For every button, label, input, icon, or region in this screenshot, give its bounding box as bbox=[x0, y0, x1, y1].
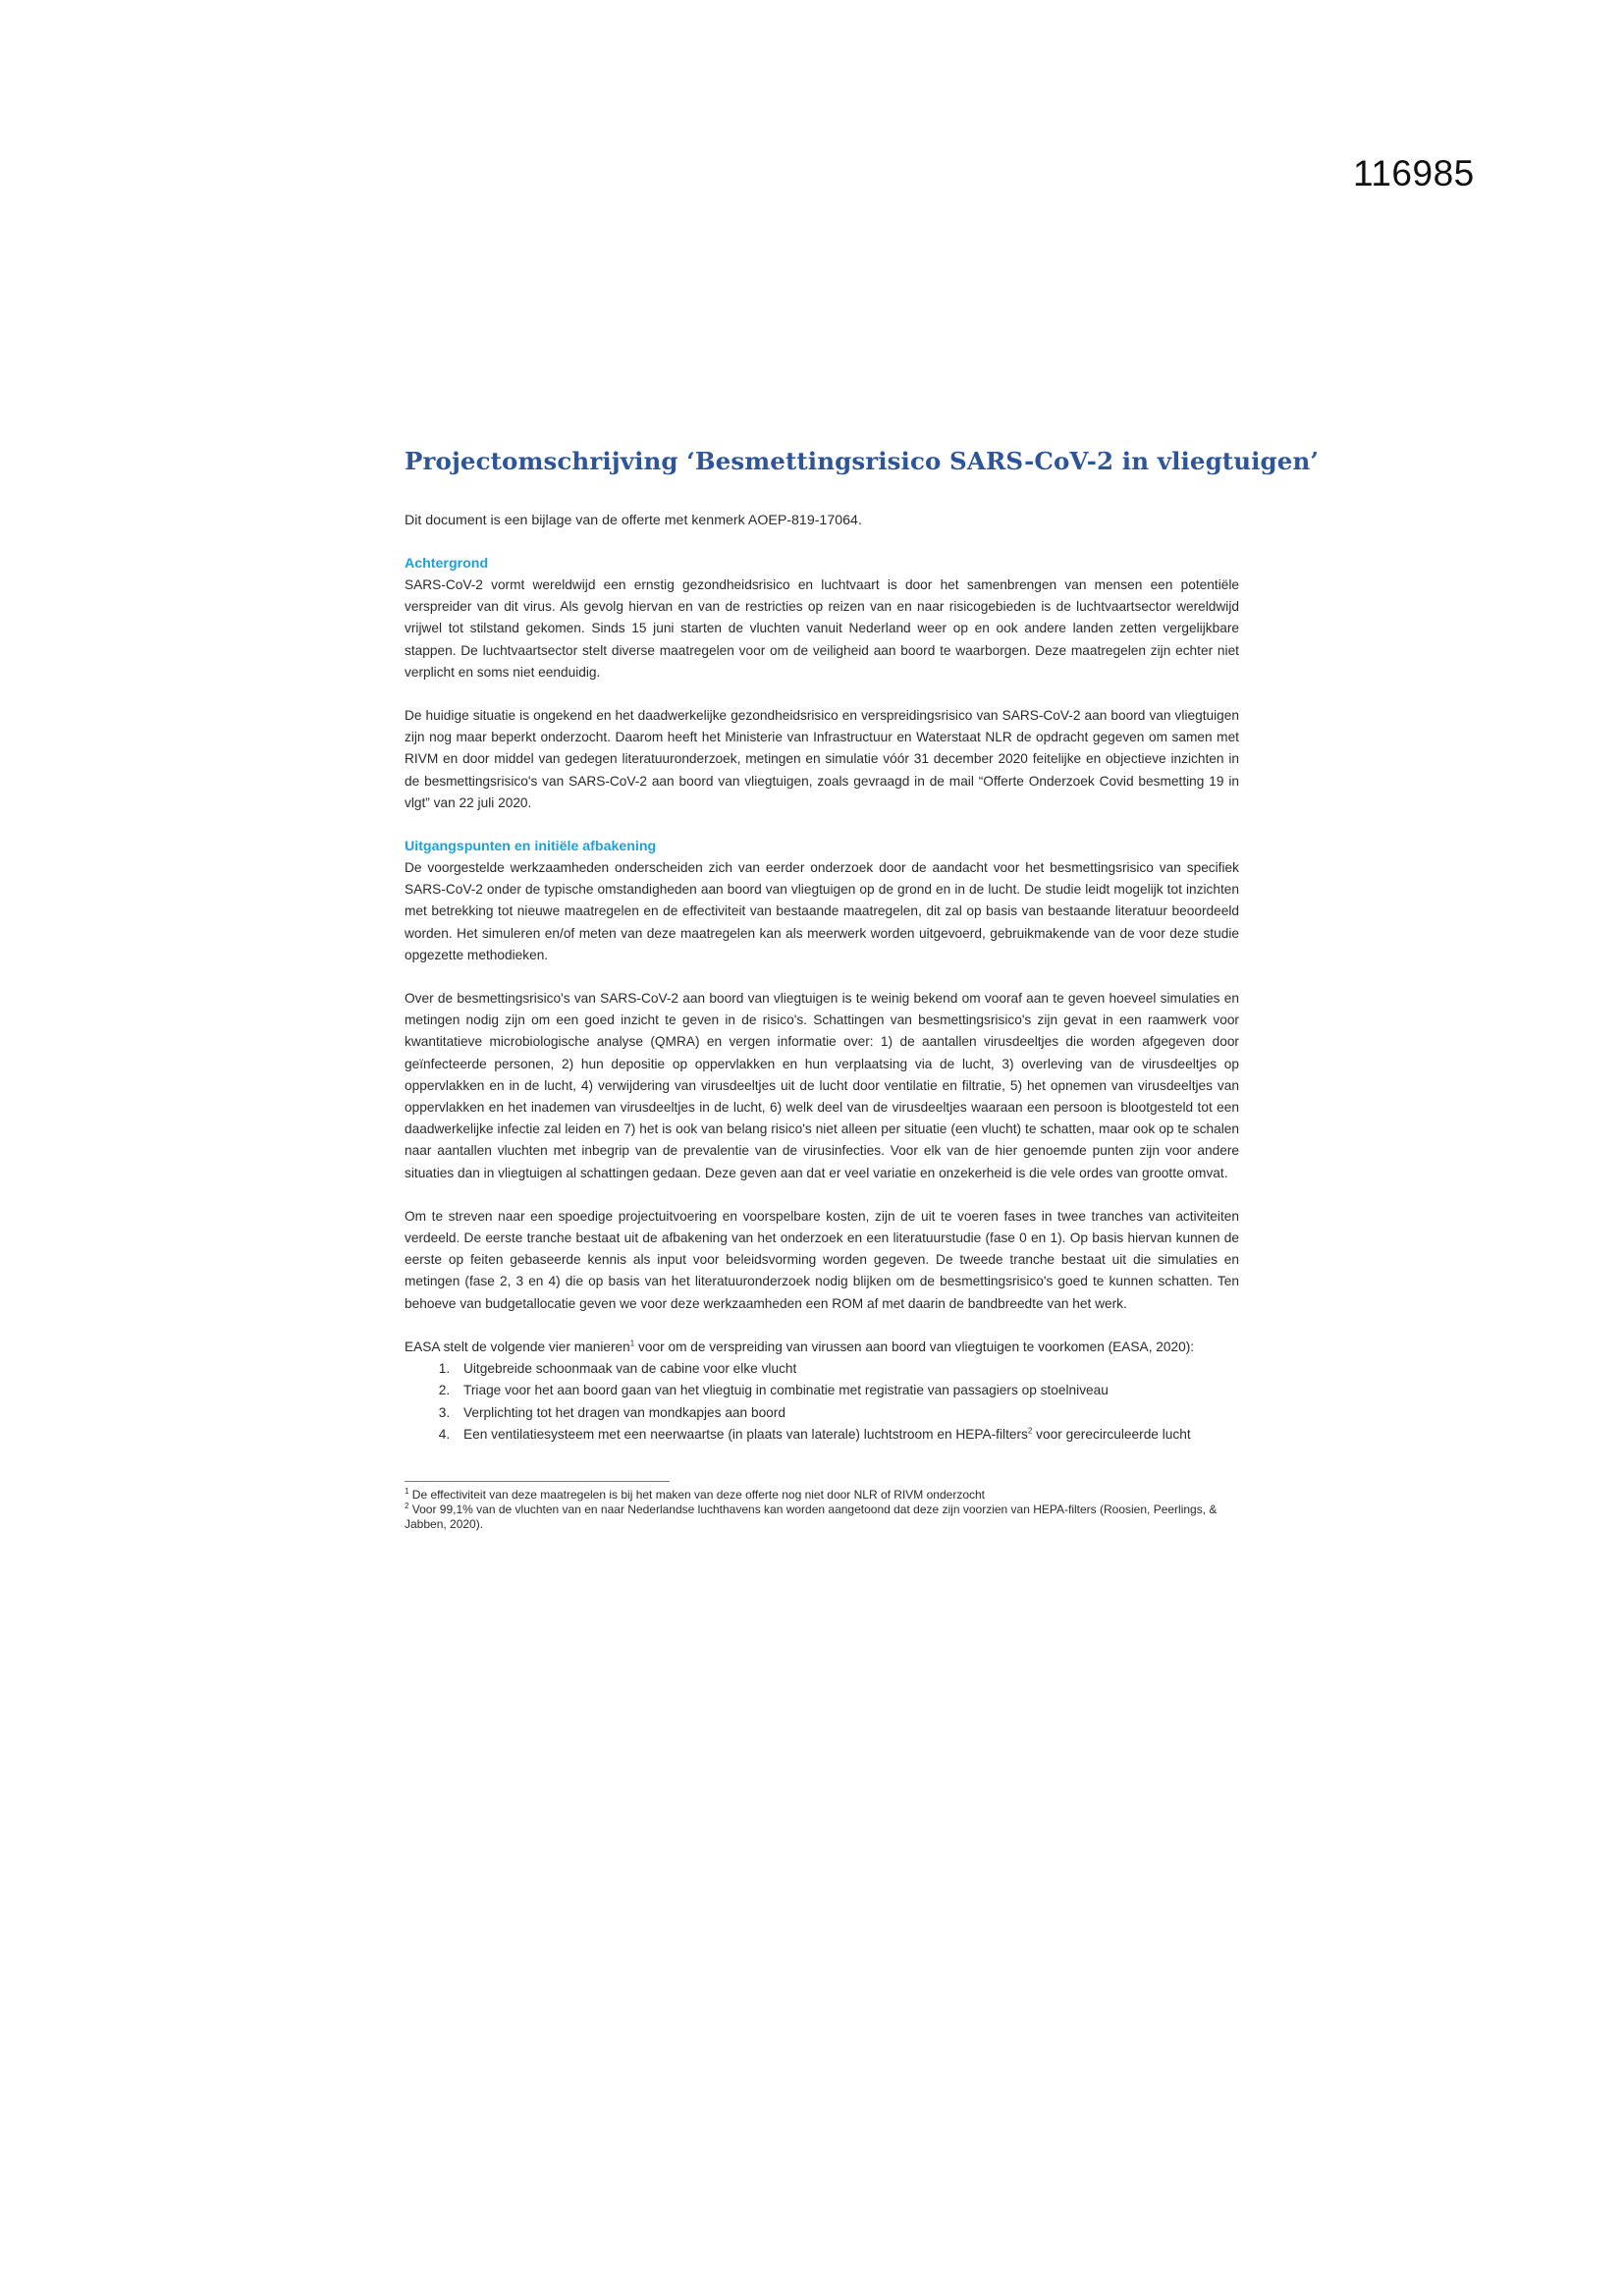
footnote-text: Voor 99,1% van de vluchten van en naar Nederlandse luchthavens kan worden aangetoond dat deze zijn voorzien van HEPA-filters (Roosien, Peerlings, & Jabben, 2020). bbox=[405, 1502, 1218, 1531]
document-number: 116985 bbox=[1353, 153, 1475, 193]
footnote-marker: 1 bbox=[405, 1486, 409, 1496]
footnote-ref[interactable]: 2 bbox=[1027, 1426, 1033, 1436]
footnote-divider bbox=[405, 1481, 670, 1482]
section-heading-achtergrond: Achtergrond bbox=[405, 556, 489, 572]
list-item: 2. Triage voor het aan boord gaan van het vliegtuig in combinatie met registratie van passagiers op stoelniveau bbox=[454, 1380, 1239, 1401]
measures-list bbox=[405, 1358, 1239, 1446]
section-heading-uitgangspunten: Uitgangspunten en initiële afbakening bbox=[405, 839, 657, 855]
paragraph: SARS-CoV-2 vormt wereldwijd een ernstig gezondheidsrisico en luchtvaart is door het samenbrengen van mensen een potentiële verspreider van dit virus. Als gevolg hiervan en van de restricties op reizen van en naar risicogebieden is de luchtvaartsector wereldwijd vrijwel tot stilstand gekomen. Sinds 15 juni starten de vluchten vanuit Nederland weer op en ook andere landen zetten vergelijkbare stappen. De luchtvaartsector stelt diverse maatregelen voor om de veiligheid aan boord te waarborgen. Deze maatregelen zijn echter niet verplicht en soms niet eenduidig. bbox=[405, 577, 1239, 680]
document-title: Projectomschrijving ‘Besmettingsrisico SARS-CoV-2 in vliegtuigen’ bbox=[405, 447, 1320, 475]
easa-text-after: voor om de verspreiding van virussen aan boord van vliegtuigen te voorkomen (EASA, 2020): bbox=[634, 1339, 1195, 1354]
list-item bbox=[454, 1424, 1239, 1446]
intro-line: Dit document is een bijlage van de offerte met kenmerk AOEP-819-17064. bbox=[405, 513, 862, 528]
list-item-text: voor gerecirculeerde lucht bbox=[1032, 1426, 1191, 1442]
easa-text-before: EASA stelt de volgende vier manieren bbox=[405, 1339, 630, 1354]
paragraph: Over de besmettingsrisico's van SARS-CoV-2 aan boord van vliegtuigen is te weinig bekend om vooraf aan te geven hoeveel simulaties en metingen nodig zijn om een goed inzicht te geven in de risico's. Schattingen van besmettingsrisico's zijn gevat in een raamwerk voor kwantitatieve microbiologische analyse (QMRA) en vergen informatie over: 1) de aantallen virusdeeltjes die worden afgegeven door geïnfecteerde personen, 2) hun depositie op oppervlakken en hun verplaatsing via de lucht, 3) overleving van de virusdeeltjes op oppervlakken en in de lucht, 4) verwijdering van virusdeeltjes uit de lucht door ventilatie en filtratie, 5) het opnemen van virusdeeltjes van oppervlakken en het inademen van virusdeeltjes in de lucht, 6) welk deel van de virusdeeltjes waaraan een persoon is blootgesteld tot een daadwerkelijke infectie zal leiden en 7) het is ook van belang risico's niet alleen per situatie (een vlucht) te schatten, maar ook op te schalen naar aantallen vluchten met inbegrip van de prevalentie van de virusinfecties. Voor elk van de hier genoemde punten zijn voor andere situaties dan in vliegtuigen al schattingen gedaan. Deze geven aan dat er veel variatie en onzekerheid is die vele ordes van grootte omvat. bbox=[405, 991, 1239, 1180]
footnote-ref[interactable]: 1 bbox=[629, 1339, 635, 1348]
paragraph: Om te streven naar een spoedige projectuitvoering en voorspelbare kosten, zijn de uit te voeren fases in twee tranches van activiteiten verdeeld. De eerste tranche bestaat uit de afbakening van het onderzoek en een literatuurstudie (fase 0 en 1). Op basis hiervan kunnen de eerste op feiten gebaseerde kennis als input voor beleidsvorming worden gegeven. De tweede tranche bestaat uit die simulaties en metingen (fase 2, 3 en 4) die op basis van het literatuuronderzoek nodig blijken om de besmettingsrisico's goed te kunnen schatten. Ten behoeve van budgetallocatie geven we voor deze werkzaamheden een ROM af met daarin de bandbreedte van het werk. bbox=[405, 1208, 1239, 1311]
footnote-marker: 2 bbox=[405, 1501, 409, 1510]
list-item-text: Een ventilatiesysteem met een neerwaartse (in plaats van laterale) luchtstroom en HEPA-filters bbox=[463, 1426, 1028, 1442]
footnote bbox=[405, 1503, 1239, 1532]
easa-paragraph bbox=[405, 1337, 1239, 1358]
footnote-text: De effectiviteit van deze maatregelen is bij het maken van deze offerte nog niet door NLR of RIVM onderzocht bbox=[408, 1487, 986, 1502]
document-page bbox=[405, 447, 1320, 1532]
list-item: 1. Uitgebreide schoonmaak van de cabine voor elke vlucht bbox=[454, 1358, 1239, 1380]
paragraph: De huidige situatie is ongekend en het daadwerkelijke gezondheidsrisico en verspreidingsrisico van SARS-CoV-2 aan boord van vliegtuigen zijn nog maar beperkt onderzocht. Daarom heeft het Ministerie van Infrastructuur en Waterstaat NLR de opdracht gegeven om samen met RIVM en door middel van gedegen literatuuronderzoek, metingen en simulatie vóór 31 december 2020 feitelijke en objectieve inzichten in de besmettingsrisico's van SARS-CoV-2 aan boord van vliegtuigen, zoals gevraagd in de mail “Offerte Onderzoek Covid besmetting 19 in vlgt” van 22 juli 2020. bbox=[405, 708, 1239, 810]
list-item: 3. Verplichting tot het dragen van mondkapjes aan boord bbox=[454, 1402, 1239, 1424]
footnote bbox=[405, 1488, 1239, 1503]
paragraph: De voorgestelde werkzaamheden onderscheiden zich van eerder onderzoek door de aandacht voor het besmettingsrisico van specifiek SARS-CoV-2 onder de typische omstandigheden aan boord van vliegtuigen op de grond en in de lucht. De studie leidt mogelijk tot inzichten met betrekking tot nieuwe maatregelen en de effectiviteit van bestaande maatregelen, dit zal op basis van bestaande literatuur beoordeeld worden. Het simuleren en/of meten van deze maatregelen kan als meerwerk worden uitgevoerd, gebruikmakende van de voor deze studie opgezette methodieken. bbox=[405, 860, 1239, 962]
